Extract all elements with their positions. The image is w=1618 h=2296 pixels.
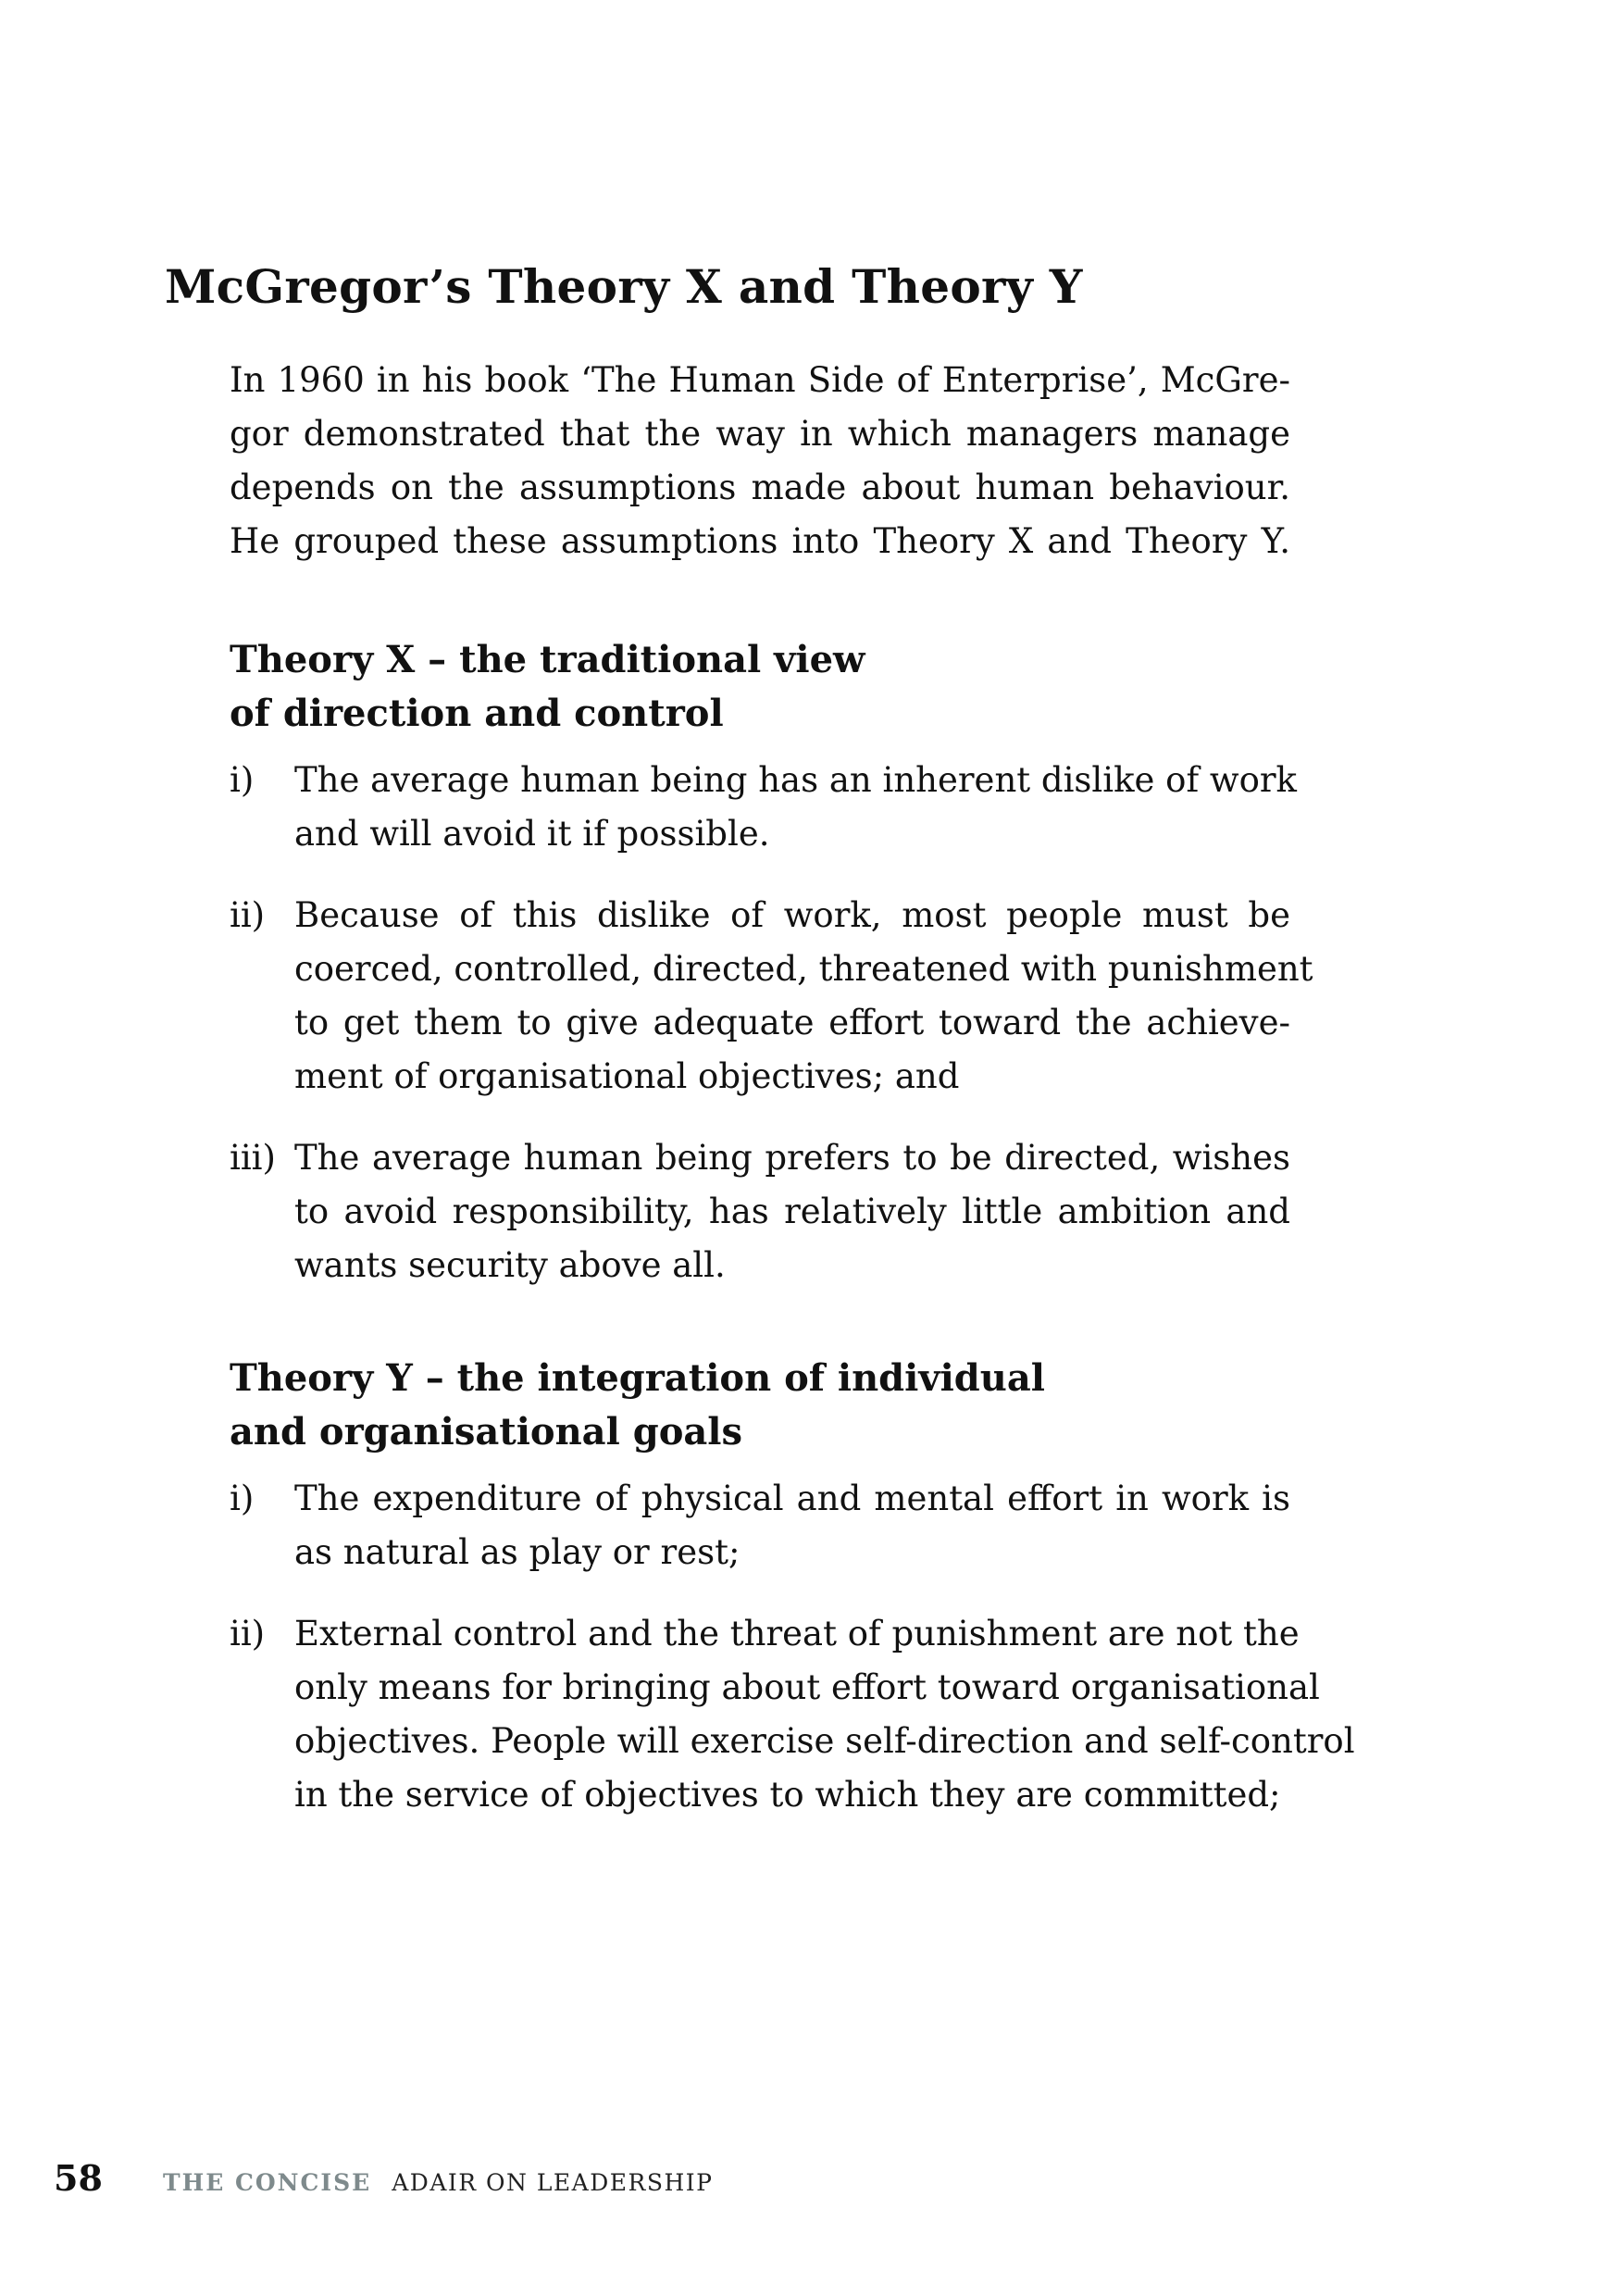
running-head-title: ADAIR ON LEADERSHIP: [392, 2169, 714, 2196]
paragraph-line: depends on the assumptions made about human behaviour.: [230, 468, 1290, 507]
list-item-text: [294, 754, 1297, 861]
page-footer: [54, 2157, 713, 2199]
item-line: as natural as play or rest;: [294, 1532, 741, 1572]
heading-line: Theory Y – the integration of individual: [230, 1356, 1045, 1400]
list-marker: ii): [230, 895, 266, 935]
item-line: to avoid responsibility, has relatively little ambition and: [294, 1192, 1290, 1231]
list-marker: iii): [230, 1138, 276, 1178]
heading-line: Theory X – the traditional view: [230, 638, 865, 681]
intro-paragraph: [230, 354, 1290, 568]
item-line: only means for bringing about effort toward organisational: [294, 1667, 1320, 1707]
list-item: [230, 754, 1297, 861]
item-line: The average human being prefers to be directed, wishes: [294, 1138, 1290, 1178]
item-line: The average human being has an inherent dislike of work: [294, 760, 1297, 800]
list-marker: i): [230, 1479, 255, 1518]
paragraph-line: gor demonstrated that the way in which managers manage: [230, 414, 1290, 454]
page-number: 58: [54, 2157, 103, 2199]
heading-line: and organisational goals: [230, 1410, 743, 1454]
item-line: Because of this dislike of work, most people must be: [294, 895, 1290, 935]
item-line: coerced, controlled, directed, threatened with punishment: [294, 949, 1313, 989]
list-item-text: [294, 1607, 1355, 1822]
list-item: [230, 1472, 1290, 1579]
list-item-text: [294, 1472, 1290, 1579]
item-line: wants security above all.: [294, 1245, 726, 1285]
list-item-text: [294, 889, 1313, 1104]
theory-y-heading: [230, 1352, 1045, 1459]
page-title: McGregor’s Theory X and Theory Y: [165, 259, 1083, 314]
item-line: in the service of objectives to which they are committed;: [294, 1775, 1281, 1815]
item-line: objectives. People will exercise self-direction and self-control: [294, 1721, 1355, 1761]
item-line: The expenditure of physical and mental effort in work is: [294, 1479, 1290, 1518]
paragraph-line: In 1960 in his book ‘The Human Side of Enterprise’, McGre-: [230, 360, 1290, 400]
item-line: and will avoid it if possible.: [294, 814, 770, 854]
item-line: ment of organisational objectives; and: [294, 1056, 960, 1096]
theory-x-heading: [230, 633, 865, 741]
list-marker: i): [230, 760, 255, 800]
heading-line: of direction and control: [230, 692, 724, 735]
running-head-series: THE CONCISE: [163, 2169, 372, 2196]
theory-x-list: [230, 754, 1313, 1320]
item-line: to get them to give adequate effort toward the achieve-: [294, 1003, 1290, 1042]
list-item: [230, 889, 1313, 1104]
theory-y-list: [230, 1472, 1355, 1850]
paragraph-line: He grouped these assumptions into Theory X and Theory Y.: [230, 521, 1290, 561]
list-marker: ii): [230, 1614, 266, 1653]
item-line: External control and the threat of punishment are not the: [294, 1614, 1300, 1653]
list-item: [230, 1131, 1290, 1292]
list-item-text: [294, 1131, 1290, 1292]
list-item: [230, 1607, 1355, 1822]
